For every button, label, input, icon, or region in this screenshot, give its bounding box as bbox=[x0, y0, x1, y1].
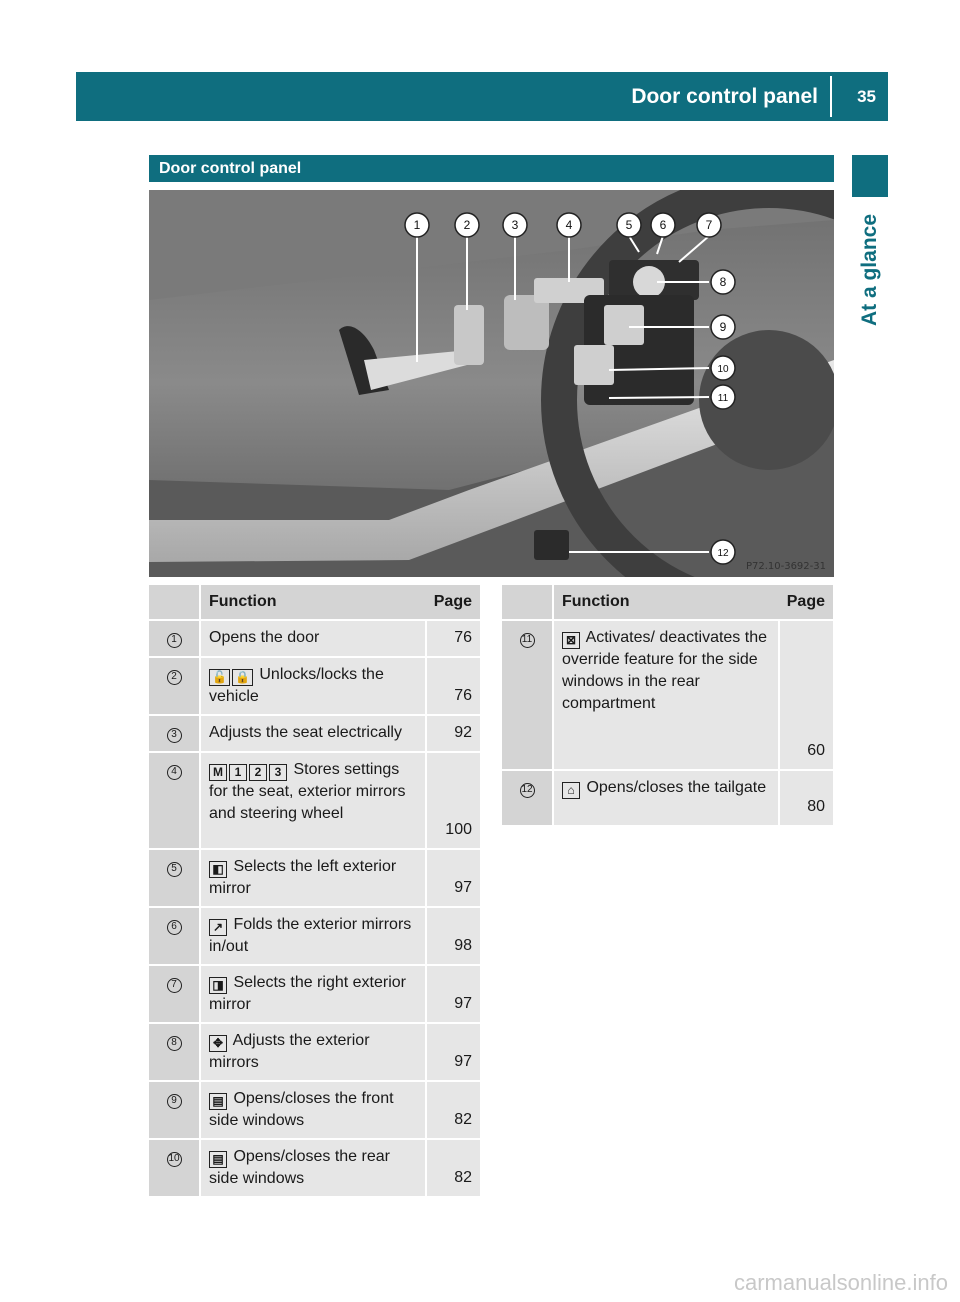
page-column-header: Page bbox=[426, 585, 480, 620]
function-cell bbox=[553, 620, 779, 770]
control-symbol-icon: 3 bbox=[269, 764, 287, 781]
function-text: Adjusts the seat electrically bbox=[209, 724, 402, 741]
row-number bbox=[149, 1023, 200, 1081]
svg-text:7: 7 bbox=[705, 218, 713, 232]
row-number bbox=[149, 1139, 200, 1197]
row-number bbox=[149, 657, 200, 715]
table-row bbox=[149, 849, 480, 907]
table-row bbox=[502, 620, 833, 770]
function-text: Opens/closes the tailgate bbox=[586, 779, 767, 796]
row-number bbox=[149, 849, 200, 907]
control-symbol-icon: ◨ bbox=[209, 977, 227, 994]
callout-9 bbox=[711, 315, 735, 339]
number-column-header bbox=[502, 585, 553, 620]
function-column-header: Function bbox=[200, 585, 426, 620]
function-table-left bbox=[149, 585, 480, 1198]
control-symbol-icon: ⌂ bbox=[562, 782, 580, 799]
function-cell bbox=[553, 770, 779, 826]
svg-text:8: 8 bbox=[719, 275, 727, 289]
door-panel-photo bbox=[149, 190, 834, 577]
page-reference: 82 bbox=[426, 1139, 480, 1197]
control-symbol-icon: ↗ bbox=[209, 919, 227, 936]
table-row bbox=[149, 1139, 480, 1197]
footer-watermark: carmanualsonline.info bbox=[733, 1270, 948, 1295]
callout-12 bbox=[711, 540, 735, 564]
control-symbol-icon: 2 bbox=[249, 764, 267, 781]
control-symbol-icon: 🔒 bbox=[232, 669, 253, 686]
svg-text:3: 3 bbox=[511, 218, 519, 232]
callout-number-icon: 12 bbox=[520, 783, 535, 798]
page-reference: 100 bbox=[426, 752, 480, 849]
header-title: Door control panel bbox=[631, 85, 818, 108]
callout-4 bbox=[557, 213, 581, 237]
callout-5 bbox=[617, 213, 641, 237]
callout-number-icon: 9 bbox=[167, 1094, 182, 1109]
callout-2 bbox=[455, 213, 479, 237]
page-reference: 76 bbox=[426, 620, 480, 657]
function-cell bbox=[200, 849, 426, 907]
table-header-row bbox=[149, 585, 480, 620]
callout-number-icon: 5 bbox=[167, 862, 182, 877]
page-reference: 82 bbox=[426, 1081, 480, 1139]
control-symbol-icon: ▤ bbox=[209, 1093, 227, 1110]
callout-1 bbox=[405, 213, 429, 237]
side-tab-label: At a glance bbox=[858, 213, 881, 327]
callout-number-icon: 11 bbox=[520, 633, 535, 648]
function-cell bbox=[200, 752, 426, 849]
page-reference: 80 bbox=[779, 770, 833, 826]
page-reference: 97 bbox=[426, 849, 480, 907]
callout-10 bbox=[711, 356, 735, 380]
function-text: Folds the exterior mirrors in/out bbox=[209, 916, 412, 955]
function-table-right bbox=[502, 585, 833, 827]
function-cell bbox=[200, 1139, 426, 1197]
function-text: Opens the door bbox=[209, 629, 320, 646]
function-text: Opens/closes the front side windows bbox=[209, 1090, 394, 1129]
callout-11 bbox=[711, 385, 735, 409]
svg-text:12: 12 bbox=[717, 548, 729, 559]
svg-text:11: 11 bbox=[717, 393, 729, 404]
svg-text:2: 2 bbox=[463, 218, 471, 232]
figure-caption: P72.10-3692-31 bbox=[745, 561, 826, 572]
callout-8 bbox=[711, 270, 735, 294]
row-number bbox=[149, 1081, 200, 1139]
callout-6 bbox=[651, 213, 675, 237]
section-title: Door control panel bbox=[159, 160, 302, 177]
page-reference: 60 bbox=[779, 620, 833, 770]
callout-7 bbox=[697, 213, 721, 237]
page-reference: 92 bbox=[426, 715, 480, 752]
svg-text:4: 4 bbox=[565, 218, 573, 232]
svg-text:6: 6 bbox=[659, 218, 667, 232]
control-symbol-icon: 1 bbox=[229, 764, 247, 781]
callout-number-icon: 7 bbox=[167, 978, 182, 993]
function-cell bbox=[200, 657, 426, 715]
callout-numbers bbox=[149, 190, 834, 577]
control-symbol-icon: 🔓 bbox=[209, 669, 230, 686]
function-cell bbox=[200, 1023, 426, 1081]
page-reference: 98 bbox=[426, 907, 480, 965]
table-row bbox=[149, 715, 480, 752]
table-header-row bbox=[502, 585, 833, 620]
svg-text:9: 9 bbox=[719, 320, 727, 334]
function-text: Selects the left exterior mirror bbox=[209, 858, 397, 897]
table-row bbox=[149, 907, 480, 965]
callout-3 bbox=[503, 213, 527, 237]
table-row bbox=[149, 752, 480, 849]
row-number bbox=[149, 965, 200, 1023]
function-text: Adjusts the exterior mirrors bbox=[209, 1032, 370, 1071]
svg-text:5: 5 bbox=[625, 218, 633, 232]
callout-number-icon: 3 bbox=[167, 728, 182, 743]
function-cell bbox=[200, 965, 426, 1023]
control-symbol-icon: M bbox=[209, 764, 227, 781]
function-text: Activates/ deactivates the override feature for the side windows in the rear compartment bbox=[562, 629, 767, 712]
section-title-bar bbox=[149, 155, 834, 182]
page-reference: 97 bbox=[426, 965, 480, 1023]
function-text: Opens/closes the rear side windows bbox=[209, 1148, 390, 1187]
function-cell bbox=[200, 907, 426, 965]
function-column-header: Function bbox=[553, 585, 779, 620]
page-number: 35 bbox=[857, 87, 876, 106]
page-header bbox=[76, 72, 888, 121]
function-cell bbox=[200, 1081, 426, 1139]
row-number bbox=[149, 907, 200, 965]
page-column-header: Page bbox=[779, 585, 833, 620]
control-symbol-icon: ⊠ bbox=[562, 632, 580, 649]
table-row bbox=[502, 770, 833, 826]
table-row bbox=[149, 657, 480, 715]
control-symbol-icon: ✥ bbox=[209, 1035, 227, 1052]
row-number bbox=[149, 715, 200, 752]
table-row bbox=[149, 1081, 480, 1139]
row-number bbox=[149, 752, 200, 849]
table-row bbox=[149, 1023, 480, 1081]
control-symbol-icon: ◧ bbox=[209, 861, 227, 878]
table-row bbox=[149, 620, 480, 657]
control-symbol-icon: ▤ bbox=[209, 1151, 227, 1168]
callout-number-icon: 1 bbox=[167, 633, 182, 648]
number-column-header bbox=[149, 585, 200, 620]
row-number bbox=[502, 620, 553, 770]
function-cell bbox=[200, 620, 426, 657]
callout-number-icon: 4 bbox=[167, 765, 182, 780]
header-divider bbox=[830, 76, 832, 117]
function-cell bbox=[200, 715, 426, 752]
callout-number-icon: 10 bbox=[167, 1152, 182, 1167]
svg-text:1: 1 bbox=[413, 218, 421, 232]
function-text: Stores settings for the seat, exterior mirrors and steering wheel bbox=[209, 761, 406, 822]
function-text: Unlocks/locks the vehicle bbox=[209, 666, 384, 705]
svg-text:10: 10 bbox=[717, 364, 729, 375]
side-tab bbox=[852, 155, 888, 197]
table-row bbox=[149, 965, 480, 1023]
callout-number-icon: 2 bbox=[167, 670, 182, 685]
callout-number-icon: 8 bbox=[167, 1036, 182, 1051]
page-reference: 97 bbox=[426, 1023, 480, 1081]
callout-number-icon: 6 bbox=[167, 920, 182, 935]
row-number bbox=[149, 620, 200, 657]
page-reference: 76 bbox=[426, 657, 480, 715]
function-text: Selects the right exterior mirror bbox=[209, 974, 406, 1013]
row-number bbox=[502, 770, 553, 826]
